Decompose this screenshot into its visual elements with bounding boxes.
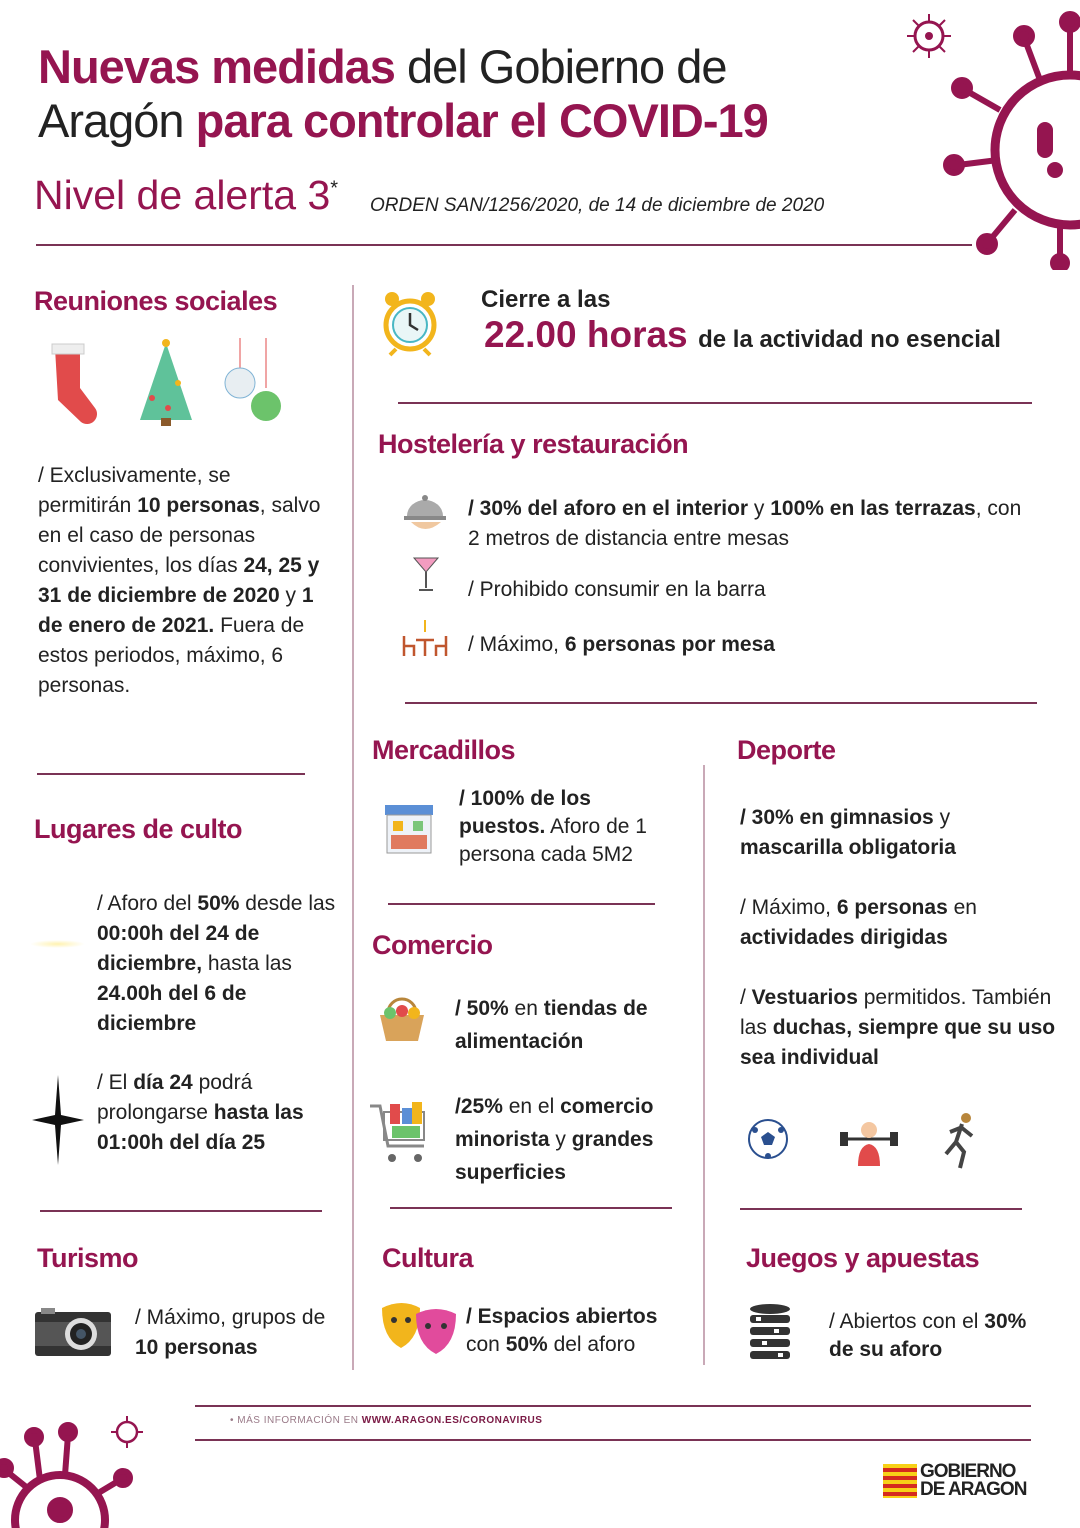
text-segment: hasta las	[202, 952, 292, 975]
emphasis-text: 50%	[197, 892, 240, 915]
section-title-turismo: Turismo	[37, 1243, 139, 1273]
turismo-text	[135, 1303, 335, 1363]
alert-level-text: Nivel de alerta 3	[34, 172, 331, 218]
divider	[40, 1210, 322, 1212]
emphasis-text: hasta las 01:00h del día 25	[97, 1101, 304, 1154]
text-segment: / Máximo,	[740, 896, 837, 919]
christmas-decorations-icon	[40, 338, 290, 430]
theater-masks-icon	[380, 1300, 458, 1354]
section-title-comercio: Comercio	[372, 930, 493, 960]
text-segment: y	[748, 497, 771, 520]
column-divider	[352, 285, 354, 1370]
divider	[390, 1207, 672, 1209]
page-title	[38, 40, 768, 148]
aragon-flag-icon	[883, 1464, 917, 1498]
emphasis-text: / 30% del aforo en el interior	[468, 497, 749, 520]
market-stall-icon	[383, 803, 435, 855]
cultura-text	[466, 1303, 696, 1359]
text-segment: / Máximo, grupos de	[135, 1306, 326, 1329]
emphasis-text: / 100% de los puestos.	[459, 787, 591, 838]
emphasis-text: /25%	[455, 1095, 503, 1118]
emphasis-text: Vestuarios	[751, 986, 858, 1009]
section-title-juegos: Juegos y apuestas	[746, 1243, 980, 1273]
serving-tray-icon	[403, 490, 447, 536]
section-title-deporte: Deporte	[737, 735, 836, 765]
alert-level	[34, 172, 338, 219]
more-info-label: MÁS INFORMACIÓN EN	[237, 1415, 362, 1426]
closing-time-scope: de la actividad no esencial	[698, 326, 1001, 353]
emphasis-text: 10 personas	[137, 494, 260, 517]
comercio-item	[455, 992, 695, 1058]
text-segment: Fuera de estos periodos, máximo, 6 personas.	[38, 614, 305, 697]
header-divider	[36, 244, 972, 246]
shopping-cart-icon	[368, 1100, 432, 1166]
text-segment: / Máximo,	[468, 633, 565, 656]
text-segment: permitidos. También las	[740, 986, 1052, 1039]
runner-icon	[940, 1112, 980, 1170]
culto-item	[97, 889, 347, 1039]
title-line-1	[38, 40, 768, 94]
closing-label: Cierre a las	[481, 286, 611, 313]
emphasis-text: 00:00h del 24 de diciembre,	[97, 922, 260, 975]
emphasis-text: actividades dirigidas	[740, 926, 948, 949]
soccer-ball-icon	[747, 1118, 789, 1160]
emphasis-text: día 24	[133, 1071, 193, 1094]
closing-time-value: 22.00 horas	[484, 314, 688, 355]
gobierno-aragon-logo	[883, 1463, 1040, 1499]
section-title-cultura: Cultura	[382, 1243, 473, 1273]
more-info: • MÁS INFORMACIÓN EN WWW.ARAGON.ES/CORONAVIRUS	[230, 1415, 543, 1426]
text-segment: podrá prolongarse	[97, 1071, 253, 1124]
star-icon	[32, 1075, 84, 1165]
deporte-item	[740, 983, 1060, 1073]
deporte-item	[740, 803, 1040, 863]
emphasis-text: / 30% en gimnasios	[740, 806, 934, 829]
virus-icon	[940, 10, 1080, 270]
emphasis-text: 50%	[505, 1333, 548, 1356]
text-segment: Aforo de 1 persona cada 5M2	[459, 815, 647, 866]
text-segment: del aforo	[547, 1333, 636, 1356]
emphasis-text: 10 personas	[135, 1336, 258, 1359]
more-info-link[interactable]: WWW.ARAGON.ES/CORONAVIRUS	[361, 1415, 543, 1426]
text-segment: , salvo en el caso de personas convivientes, los días	[38, 494, 321, 577]
emphasis-text: para controlar el COVID-19	[195, 94, 768, 147]
text-segment: del Gobierno de	[394, 40, 727, 93]
emphasis-text: comercio minorista	[455, 1095, 654, 1151]
hosteleria-item	[468, 630, 1028, 660]
emphasis-text: 1 de enero de 2021.	[38, 584, 314, 637]
emphasis-text: / Espacios abiertos	[466, 1305, 658, 1328]
emphasis-text: 30% de su aforo	[829, 1310, 1027, 1361]
alarm-clock-icon	[380, 285, 440, 357]
emphasis-text: duchas, siempre que su uso sea individual	[740, 1016, 1056, 1069]
emphasis-text: / 50%	[455, 997, 509, 1020]
emphasis-text: 100% en las terrazas	[770, 497, 976, 520]
footer-divider	[195, 1439, 1031, 1441]
alert-footnote-mark: *	[330, 177, 339, 200]
hosteleria-item	[468, 494, 1028, 554]
culto-item	[97, 1068, 337, 1158]
deporte-item	[740, 893, 1040, 953]
text-segment: , con 2 metros de distancia entre mesas	[468, 497, 1022, 550]
juegos-text	[829, 1308, 1029, 1364]
food-basket-icon	[376, 993, 428, 1045]
text-segment: desde las	[239, 892, 336, 915]
text-segment: y	[279, 584, 302, 607]
emphasis-text: 6 personas por mesa	[564, 633, 775, 656]
divider	[740, 1208, 1022, 1210]
emphasis-text: 24.00h del 6 de diciembre	[97, 982, 247, 1035]
small-virus-icon	[905, 12, 953, 60]
table-chairs-icon	[400, 612, 450, 658]
section-title-hosteleria: Hostelería y restauración	[378, 429, 689, 459]
comercio-item	[455, 1090, 695, 1189]
emphasis-text: grandes superficies	[455, 1128, 654, 1184]
section-title-culto: Lugares de culto	[34, 814, 243, 844]
text-segment: Aragón	[38, 94, 196, 147]
footer-divider	[195, 1405, 1031, 1407]
emphasis-text: 6 personas	[836, 896, 948, 919]
text-segment: con	[466, 1333, 506, 1356]
text-segment: / El	[97, 1071, 134, 1094]
poker-chips-icon	[748, 1303, 792, 1359]
text-segment: en	[947, 896, 977, 919]
divider	[388, 903, 655, 905]
mercadillos-text	[459, 785, 674, 869]
emphasis-text: mascarilla obligatoria	[740, 836, 956, 859]
column-divider	[703, 765, 705, 1365]
section-title-reuniones: Reuniones sociales	[34, 286, 278, 316]
section-title-mercadillos: Mercadillos	[372, 735, 516, 765]
reuniones-text	[38, 461, 328, 701]
text-segment: y	[933, 806, 951, 829]
title-line-2	[38, 94, 768, 148]
emphasis-text: 24, 25 y 31 de diciembre de 2020	[38, 554, 320, 607]
text-segment: /	[740, 986, 752, 1009]
emphasis-text: Nuevas medidas	[38, 40, 395, 93]
text-segment: y	[549, 1128, 572, 1151]
text-segment: en	[508, 997, 544, 1020]
camera-icon	[35, 1308, 111, 1356]
hosteleria-item	[468, 575, 1028, 605]
candle-glow-icon	[30, 940, 85, 948]
closing-time	[484, 314, 1001, 356]
small-virus-icon-bottom	[110, 1415, 144, 1449]
divider	[398, 402, 1032, 404]
weightlifter-icon	[838, 1118, 900, 1166]
text-segment: / Prohibido consumir en la barra	[468, 578, 766, 601]
text-segment: / Abiertos con el	[829, 1310, 985, 1333]
text-segment: / Aforo del	[97, 892, 198, 915]
logo-text: GOBIERNO DE ARAGON	[920, 1461, 1027, 1500]
text-segment: / Exclusivamente, se permitirán	[38, 464, 231, 517]
divider	[37, 773, 305, 775]
cocktail-icon	[412, 552, 440, 594]
text-segment: en el	[502, 1095, 561, 1118]
emphasis-text: tiendas de alimentación	[455, 997, 648, 1053]
order-reference: ORDEN SAN/1256/2020, de 14 de diciembre de 2020	[370, 195, 825, 216]
divider	[405, 702, 1037, 704]
